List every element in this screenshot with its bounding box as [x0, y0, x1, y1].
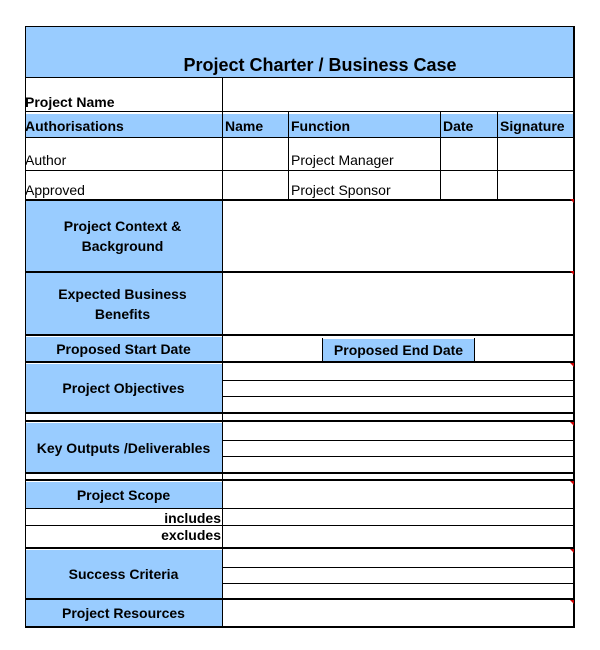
rule — [25, 626, 575, 628]
rule — [573, 26, 575, 628]
approved-function: Project Sponsor — [291, 182, 391, 198]
comment-marker-icon — [570, 199, 574, 203]
outputs-label: Key Outputs /Deliverables — [36, 439, 211, 456]
rule — [222, 78, 223, 628]
rule — [25, 412, 575, 414]
rule — [25, 170, 574, 171]
rule — [25, 361, 575, 363]
benefits-label: Expected Business Benefits — [58, 285, 187, 322]
name-column-header: Name — [225, 118, 264, 134]
author-label: Author — [25, 152, 67, 168]
page-title: Project Charter / Business Case — [183, 55, 457, 75]
resources-label: Project Resources — [62, 605, 185, 621]
rule — [222, 440, 574, 441]
scope-label: Project Scope — [76, 487, 171, 503]
rule — [222, 583, 574, 584]
rule — [25, 77, 574, 78]
rule — [25, 547, 575, 549]
signature-column-header: Signature — [500, 118, 565, 134]
rule — [474, 338, 475, 362]
function-column-header: Function — [291, 118, 351, 134]
approved-label: Approved — [25, 182, 85, 198]
rule — [222, 456, 574, 457]
author-function: Project Manager — [291, 152, 394, 168]
scope-excludes-label: excludes — [161, 526, 221, 543]
context-label: Project Context & Background — [63, 218, 182, 254]
success-criteria-label: Success Criteria — [68, 566, 179, 582]
comment-marker-icon — [570, 481, 574, 485]
rule — [25, 111, 574, 112]
rule — [222, 396, 574, 397]
rule — [25, 472, 575, 474]
rule — [222, 567, 574, 568]
project-name-label: Project Name — [25, 93, 115, 110]
objectives-label: Project Objectives — [62, 380, 185, 396]
rule — [288, 112, 289, 200]
comment-marker-icon — [570, 549, 574, 553]
end-date-label: Proposed End Date — [333, 342, 464, 358]
comment-marker-icon — [570, 363, 574, 367]
rule — [222, 380, 574, 381]
date-column-header: Date — [443, 118, 474, 134]
comment-marker-icon — [570, 271, 574, 275]
comment-marker-icon — [570, 422, 574, 426]
start-date-label: Proposed Start Date — [56, 341, 191, 357]
rule — [25, 137, 574, 138]
rule — [25, 479, 575, 481]
rule — [25, 420, 575, 422]
authorisations-header: Authorisations — [25, 118, 124, 134]
rule — [25, 334, 574, 336]
scope-includes-label: includes — [164, 509, 221, 526]
comment-marker-icon — [570, 600, 574, 604]
rule — [440, 112, 441, 200]
rule — [497, 112, 498, 200]
